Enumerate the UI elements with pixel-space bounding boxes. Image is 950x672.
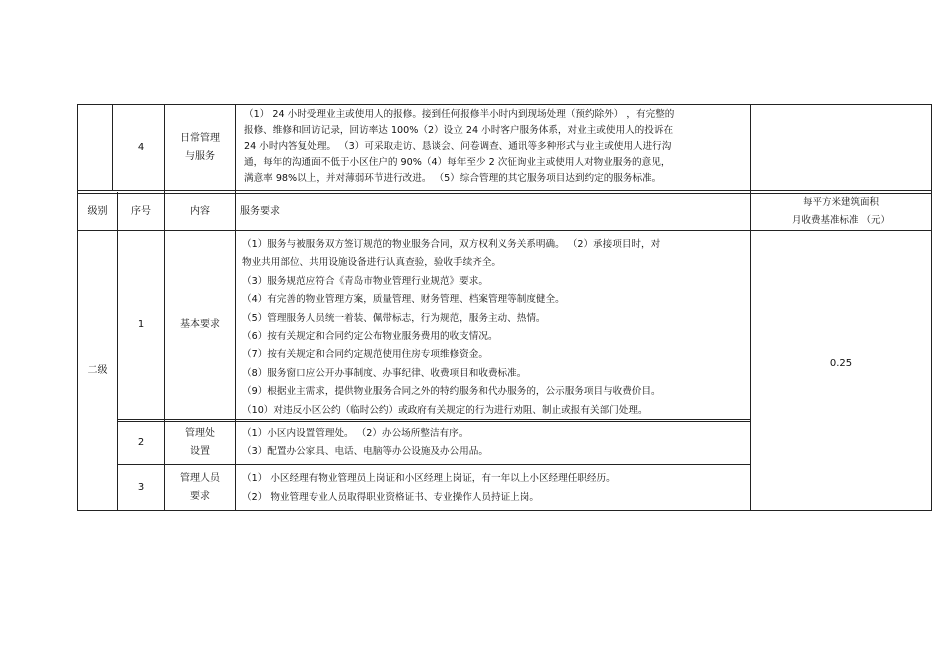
header-price-line1: 每平方米建筑面积	[802, 196, 879, 208]
header-content: 内容	[190, 205, 210, 217]
text-line: （3）服务规范应符合《青岛市物业管理行业规范》要求。	[242, 275, 488, 287]
row3-content	[165, 465, 235, 510]
text-line: （1）服务与被服务双方签订规范的物业服务合同，双方权利义务关系明确。 （2）承接项目时，对	[242, 239, 661, 250]
text-line: （7）按有关规定和合同约定规范使用住房专项维修资金。	[242, 349, 488, 361]
text-line: （10）对违反小区公约（临时公约）或政府有关规定的行为进行劝阻、制止或报有关部门处理。	[242, 404, 648, 416]
text-line: （5）管理服务人员统一着装、佩带标志，行为规范，服务主动、热情。	[242, 312, 546, 324]
row2-seq: 2	[137, 437, 145, 448]
row2-content-line2: 设置	[190, 446, 210, 457]
text-line: 报修、维修和回访记录，回访率达 100%（2）设立 24 小时客户服务体系，对业主或使用人的投诉在	[244, 125, 674, 136]
col-divider	[112, 105, 113, 191]
row-divider	[78, 190, 931, 191]
text-line: 满意率 98%以上，并对薄弱环节进行改进。 （5）综合管理的其它服务项目达到约定的服务标准。	[244, 173, 662, 184]
price-value: 0.25	[829, 357, 853, 369]
level-value: 二级	[87, 364, 108, 376]
top-row-service-text	[244, 107, 674, 187]
top-row-content-line2: 与服务	[185, 150, 215, 162]
header-seq: 序号	[131, 205, 151, 217]
text-line: （9）根据业主需求，提供物业服务合同之外的特约服务和代办服务的，公示服务项目与收费价目。	[242, 386, 661, 398]
row1-content: 基本要求	[180, 319, 220, 330]
text-line: （3）配置办公家具、电话、电脑等办公设施及办公用品。	[242, 446, 488, 457]
text-line: （1） 24 小时受理业主或使用人的报修。接到任何报修半小时内到现场处理（预约除外） ，有完整的	[244, 109, 675, 120]
text-line: （6）按有关规定和合同约定公布物业服务费用的收支情况。	[242, 331, 498, 343]
top-row-category-label	[165, 105, 235, 190]
col-divider	[235, 105, 236, 510]
header-price-line2: 月收费基准标准 （元）	[791, 214, 891, 226]
text-line: （1）小区内设置管理处。 （2）办公场所整洁有序。	[242, 428, 469, 439]
text-line: （2） 物业管理专业人员取得职业资格证书、专业操作人员持证上岗。	[242, 492, 539, 503]
row3-service-text	[242, 469, 616, 507]
row3-seq: 3	[137, 481, 145, 493]
text-line: 24 小时内答复处理。 （3）可采取走访、恳谈会、问卷调查、通讯等多种形式与业主或使用人进行沟	[244, 141, 672, 152]
header-service: 服务要求	[240, 205, 280, 217]
row3-content-line1: 管理人员	[180, 472, 220, 484]
text-line: （8）服务窗口应公开办事制度、办事纪律、收费项目和收费标准。	[242, 367, 527, 379]
row2-content-line1: 管理处	[185, 428, 215, 439]
row1-seq: 1	[137, 319, 145, 330]
header-level: 级别	[87, 205, 108, 217]
top-row-content-line1: 日常管理	[180, 132, 220, 144]
top-row-seq-cell: 4	[118, 105, 164, 190]
row2-content	[165, 422, 235, 464]
row2-service-text	[242, 425, 488, 461]
row3-content-line2: 要求	[190, 490, 210, 502]
text-line: 物业共用部位、共用设施设备进行认真查验，验收手续齐全。	[242, 257, 502, 269]
row1-service-text	[242, 236, 661, 420]
service-standard-table	[77, 104, 932, 511]
text-line: （4）有完善的物业管理方案，质量管理、财务管理、档案管理等制度健全。	[242, 294, 565, 306]
header-price	[751, 193, 931, 230]
text-line: 通，每年的沟通面不低于小区住户的 90%（4）每年至少 2 次征询业主或使用人对物业服务的意见，	[244, 157, 671, 168]
text-line: （1） 小区经理有物业管理员上岗证和小区经理上岗证，有一年以上小区经理任职经历。	[242, 473, 616, 484]
